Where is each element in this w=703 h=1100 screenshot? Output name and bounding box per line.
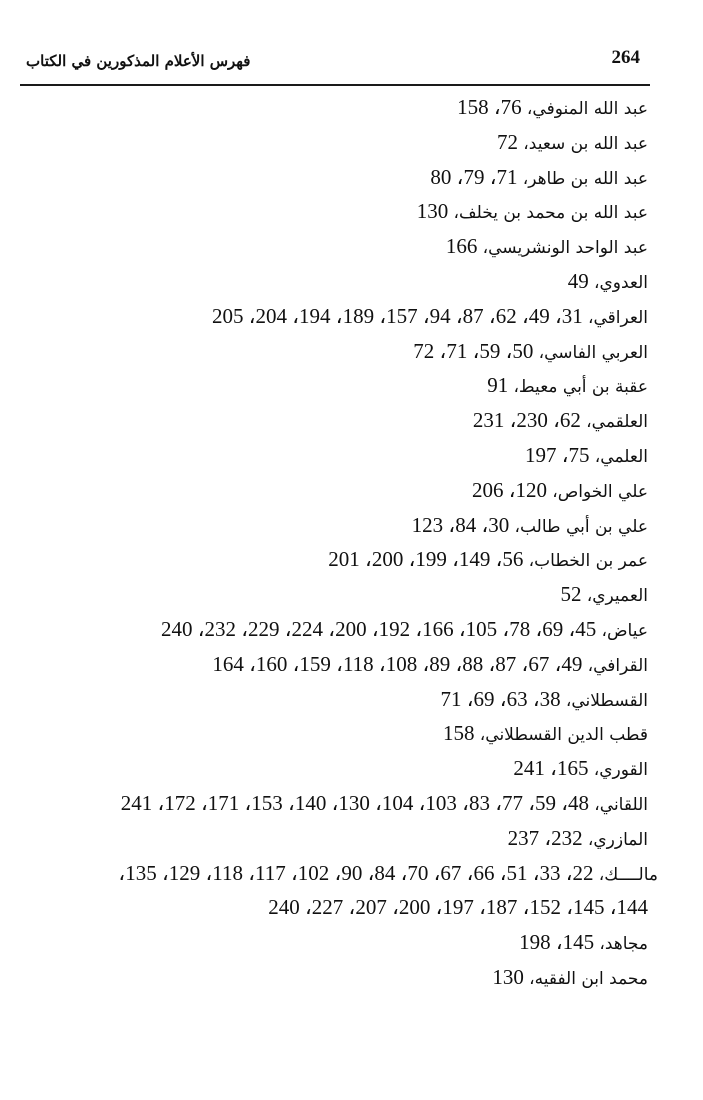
entry-pages: 72 [497,129,524,154]
entry-pages: 120، 206 [471,477,553,502]
entry-name: مجاهد، [599,934,648,955]
entry-name: قطب الدين القسطلاني، [479,725,648,746]
entry-name: عبد الله بن طاهر، [522,168,648,189]
entry-name: العربي الفاسي، [538,342,648,363]
entry-name: عقبة بن أبي معيط، [513,377,648,398]
entry-name: العدوي، [593,272,648,293]
entry-pages: 165، 241 [513,756,594,781]
entry-name: عمر بن الخطاب، [528,551,648,572]
entry-pages: 71، 79، 80 [430,164,523,189]
entry-name: القوري، [593,760,648,781]
entry-pages: 130 [492,964,530,989]
index-list [48,90,658,995]
entry-pages: 48، 59، 77، 83، 103، 104، 130، 140، 153، 171، 172، 241 [120,790,595,815]
entry-name: عياض، [601,620,648,641]
entry-name: العميري، [586,586,648,607]
entry-name: مالــــك، [598,864,658,885]
entry-pages: 130 [416,199,454,224]
index-entry [48,403,648,438]
entry-pages: 50، 59، 71، 72 [413,338,539,363]
index-entry [48,473,648,508]
entry-name: القرافي، [587,655,648,676]
index-entry [48,264,648,299]
index-entry [48,229,648,264]
page-header [20,44,650,86]
index-entry [48,751,648,786]
index-entry [48,612,648,647]
entry-name: القسطلاني، [565,690,648,711]
index-entry [48,299,648,334]
entry-name: علي الخواص، [552,481,648,502]
entry-pages: 31، 49، 62، 87، 94، 157، 189، 194، 204، 205 [211,303,588,328]
entry-name: العلمي، [594,446,648,467]
entry-pages: 49 [567,268,594,293]
index-entry [48,542,648,577]
entry-pages: 22، 33، 51، 66، 67، 70، 84، 90، 102، 117، 118، 129، 135، [118,860,599,885]
entry-pages: 232، 237 [507,825,588,850]
index-entry [48,125,648,160]
index-entry [48,577,648,612]
index-entry [48,786,648,821]
index-entry [48,508,648,543]
entry-pages: 75، 197 [525,442,595,467]
entry-name: العلقمي، [586,412,648,433]
entry-pages: 56، 149، 199، 200، 201 [328,547,529,572]
entry-pages: 45، 69، 78، 105، 166، 192، 200، 224، 229، 232، 240 [160,616,602,641]
entry-pages: 158 [443,721,480,746]
entry-pages: 38، 63، 69، 71 [440,686,566,711]
entry-pages: 166 [445,234,483,259]
entry-name: عبد الله بن محمد بن يخلف، [453,203,648,224]
entry-pages: 30، 84، 123 [411,512,515,537]
running-title: فهرس الأعلام المذكورين في الكتاب [26,52,251,70]
entry-pages: 52 [560,582,587,607]
entry-pages: 76، 158 [457,95,527,119]
entry-pages: 91 [487,373,514,398]
index-entry [48,647,648,682]
entry-pages: 145، 198 [519,930,600,955]
index-entry [48,194,648,229]
index-entry [48,438,648,473]
entry-name: المازري، [587,829,648,850]
entry-name: اللقاني، [594,794,648,815]
page-number: 264 [611,47,640,68]
index-entry [48,334,648,369]
entry-pages: 62، 230، 231 [472,408,587,433]
entry-name: عبد الله بن سعيد، [523,133,648,154]
index-entry [48,925,648,960]
entry-pages: 144، 145، 152، 187، 197، 200، 207، 227، 240 [268,895,648,920]
index-entry [48,368,648,403]
index-entry [48,716,648,751]
index-entry [48,682,648,717]
entry-name: علي بن أبي طالب، [514,516,648,537]
index-entry-continuation [48,890,648,925]
entry-name: العراقي، [588,307,648,328]
index-entry [48,90,648,125]
index-entry [48,960,648,995]
entry-name: محمد ابن الفقيه، [529,968,648,989]
entry-name: عبد الله المنوفي، [526,99,648,119]
index-entry [48,160,648,195]
index-entry [48,856,658,891]
entry-pages: 49، 67، 87، 88، 89، 108، 118، 159، 160، 164 [212,651,588,676]
index-entry [48,821,648,856]
entry-name: عبد الواحد الونشريسي، [482,238,648,259]
